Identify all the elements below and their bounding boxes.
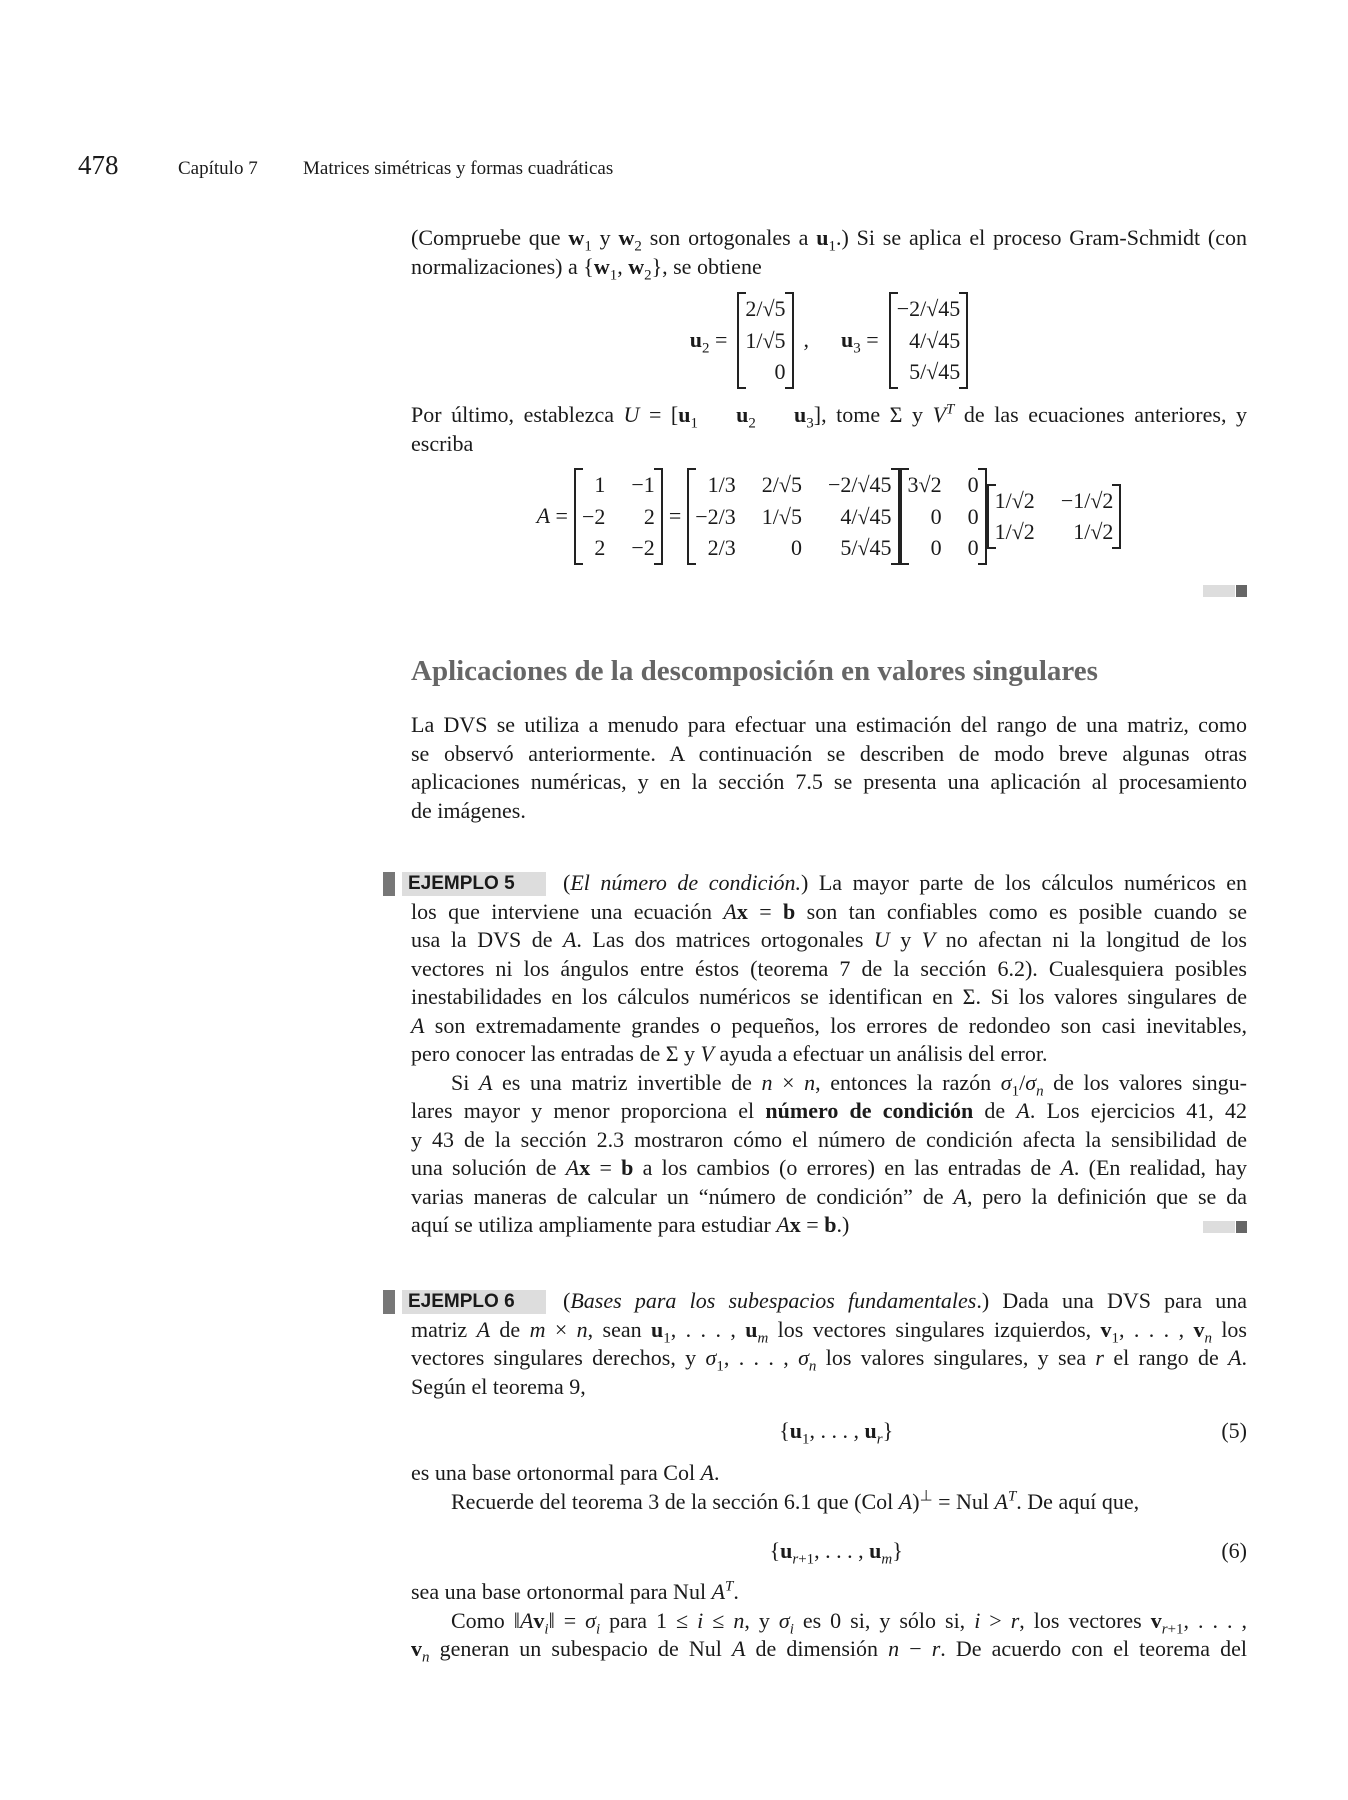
paragraph-nul bbox=[411, 1578, 1247, 1664]
text-line: aplicaciones numéricas, y en la sección 7.5 se presenta una aplicación al procesamiento bbox=[411, 769, 1247, 794]
text-line: inestabilidades en los cálculos numéricos se identifican en Σ. Si los valores singulares de bbox=[411, 984, 1247, 1009]
example-5 bbox=[408, 869, 1248, 1240]
text-line: de imágenes. bbox=[411, 797, 526, 823]
matrix-entry: 1/√5 bbox=[745, 327, 786, 353]
section-heading: Aplicaciones de la descomposición en valores singulares bbox=[411, 655, 1098, 687]
matrix-entry: −2/√45 bbox=[827, 472, 892, 497]
matrix-entry: 1/√2 bbox=[994, 487, 1035, 513]
matrix-entry: 1/√5 bbox=[761, 503, 802, 529]
equation-6-content: {$u_{r+1}$, . . . , $u_m$} bbox=[769, 1538, 903, 1568]
matrix-entry: −1 bbox=[631, 472, 655, 497]
text-line: A son extremadamente grandes o pequeños, los errores de redondeo son casi inevitables, bbox=[411, 1012, 1247, 1038]
matrix-A bbox=[574, 468, 663, 565]
matrix-entry: 0 bbox=[967, 535, 979, 560]
equation-u2-u3 bbox=[411, 292, 1247, 389]
separator: , bbox=[803, 327, 810, 353]
text-line: Si A es una matriz invertible de n × n, entonces la razón $\sigma_1/\sigma_n$ de los valores singu- bbox=[451, 1069, 1247, 1099]
text-line: Por último, establezca $U = [u_1$ $u_2$ $u_3$], tome Σ y $V^T$ de las ecuaciones anteriores, y bbox=[411, 401, 1248, 432]
text-line: se observó anteriormente. A continuación se describen de modo breve algunas otras bbox=[411, 740, 1247, 766]
text-line: una solución de Ax = b a los cambios (o errores) en las entradas de A. (En realidad, hay bbox=[411, 1155, 1247, 1180]
equation-5 bbox=[411, 1416, 1247, 1446]
text-line: Recuerde del teorema 3 de la sección 6.1 que (Col A)⊥ = Nul $A^T$. De aquí que, bbox=[451, 1488, 1140, 1514]
matrix-entry: 2/√5 bbox=[745, 296, 786, 321]
matrix-entry: 4/√45 bbox=[840, 503, 892, 529]
example-6-label: EJEMPLO 6 bbox=[402, 1290, 546, 1314]
text-line: Según el teorema 9, bbox=[411, 1373, 586, 1399]
matrix-u3 bbox=[889, 292, 969, 389]
paragraph-col-a bbox=[411, 1459, 1247, 1516]
text-line: y 43 de la sección 2.3 mostraron cómo el número de condición afecta la sensibilidad de bbox=[411, 1126, 1247, 1152]
text-line: los que interviene una ecuación Ax = b son tan confiables como es posible cuando se bbox=[411, 898, 1247, 924]
matrix-entry: 1/3 bbox=[707, 472, 736, 497]
matrix-entry: −1/√2 bbox=[1060, 487, 1114, 513]
paragraph-por-ultimo bbox=[411, 401, 1247, 458]
matrix-entry: 5/√45 bbox=[840, 535, 892, 560]
text-line: sea una base ortonormal para Nul $A^T$. bbox=[411, 1578, 739, 1604]
text-line: usa la DVS de A. Las dos matrices ortogonales U y V no afectan ni la longitud de los bbox=[411, 927, 1247, 952]
chapter-label: Capítulo 7 bbox=[178, 158, 258, 179]
equation-svd-A bbox=[411, 468, 1247, 565]
matrix-entry: 1/√2 bbox=[1073, 519, 1114, 545]
text-line: aquí se utiliza ampliamente para estudiar Ax = b.) bbox=[411, 1212, 850, 1237]
chapter-title: Matrices simétricas y formas cuadráticas bbox=[303, 158, 614, 179]
text-line: La DVS se utiliza a menudo para efectuar una estimación del rango de una matriz, como bbox=[411, 712, 1247, 737]
matrix-entry: 0 bbox=[967, 503, 979, 529]
text-line: normalizaciones) a {$w_1$, $w_2$}, se obtiene bbox=[411, 253, 762, 283]
page-number: 478 bbox=[78, 150, 119, 180]
text-line: vectores ni los ángulos entre éstos (teorema 7 de la sección 6.2). Cualesquiera posibles bbox=[411, 955, 1247, 981]
A-label: A = bbox=[536, 503, 568, 529]
matrix-entry: 5/√45 bbox=[909, 359, 961, 384]
matrix-entry: 1/√2 bbox=[994, 519, 1035, 545]
paragraph-gram-schmidt bbox=[411, 224, 1247, 281]
text-line: varias maneras de calcular un “número de condición” de A, pero la definición que se da bbox=[411, 1183, 1248, 1209]
equation-6-number: (6) bbox=[1221, 1538, 1247, 1563]
text-line: es una base ortonormal para Col A. bbox=[411, 1460, 720, 1485]
matrix-entry: 2 bbox=[594, 535, 606, 560]
matrix-entry: 0 bbox=[930, 503, 942, 529]
matrix-entry: 0 bbox=[967, 472, 979, 497]
matrix-entry: −2/3 bbox=[695, 503, 736, 529]
example-6 bbox=[408, 1287, 1248, 1401]
matrix-entry: −2 bbox=[581, 503, 606, 529]
equation-5-number: (5) bbox=[1221, 1418, 1247, 1443]
text-line: vectores singulares derechos, y $\sigma_1$, . . . , $\sigma_n$ los valores singulares, y sea r el rango de A. bbox=[411, 1345, 1248, 1375]
matrix-entry: 0 bbox=[790, 535, 802, 560]
matrix-entry: 2/3 bbox=[707, 535, 736, 560]
text-line: lares mayor y menor proporciona el número de condición de A. Los ejercicios 41, 42 bbox=[411, 1098, 1248, 1123]
paragraph-dvs-intro bbox=[411, 711, 1247, 825]
matrix-u2 bbox=[737, 292, 793, 389]
example-5-label: EJEMPLO 5 bbox=[402, 872, 546, 896]
matrix-entry: 0 bbox=[930, 535, 942, 560]
text-line: matriz A de m × n, sean $u_1$, . . . , $u_m$ los vectores singulares izquierdos, $v_1$, . . . , $v_n$ los bbox=[411, 1316, 1247, 1346]
equation-5-content: {$u_1$, . . . , $u_r$} bbox=[779, 1418, 894, 1448]
matrix-entry: −2/√45 bbox=[896, 296, 961, 321]
u3-label: $u_3$ = bbox=[841, 327, 879, 357]
text-line: (El número de condición.) La mayor parte de los cálculos numéricos en bbox=[563, 870, 1247, 895]
matrix-entry: 4/√45 bbox=[909, 327, 961, 353]
end-of-example-mark bbox=[1203, 585, 1247, 597]
text-line: (Compruebe que $w_1$ y $w_2$ son ortogonales a $u_1$.) Si se aplica el proceso Gram-Schmidt (con bbox=[411, 225, 1247, 255]
matrix-entry: 3√2 bbox=[907, 472, 942, 497]
text-line: Como $‖Av_i‖ = \sigma_i$ para 1 ≤ i ≤ n, y $\sigma_i$ es 0 si, y sólo si, i > r, los vectores $v_{r+1}$, . . . , bbox=[451, 1607, 1247, 1637]
matrix-VT bbox=[987, 484, 1122, 549]
text-line: pero conocer las entradas de Σ y V ayuda a efectuar un análisis del error. bbox=[411, 1041, 1048, 1066]
u2-label: $u_2$ = bbox=[689, 327, 728, 357]
equation-6 bbox=[411, 1536, 1247, 1566]
matrix-entry: −2 bbox=[631, 535, 655, 560]
text-line: escriba bbox=[411, 430, 474, 456]
equals-sign: = bbox=[668, 503, 682, 529]
matrix-entry: 2/√5 bbox=[761, 472, 802, 497]
matrix-U bbox=[687, 468, 899, 565]
matrix-entry: 0 bbox=[774, 359, 786, 384]
text-line: $v_n$ generan un subespacio de Nul A de dimensión n − r. De acuerdo con el teorema del bbox=[411, 1636, 1247, 1666]
matrix-Sigma bbox=[900, 468, 987, 565]
end-of-example-mark bbox=[1203, 1221, 1247, 1233]
matrix-entry: 2 bbox=[643, 503, 655, 529]
text-line: (Bases para los subespacios fundamentales.) Dada una DVS para una bbox=[563, 1288, 1247, 1313]
matrix-entry: 1 bbox=[594, 472, 606, 497]
